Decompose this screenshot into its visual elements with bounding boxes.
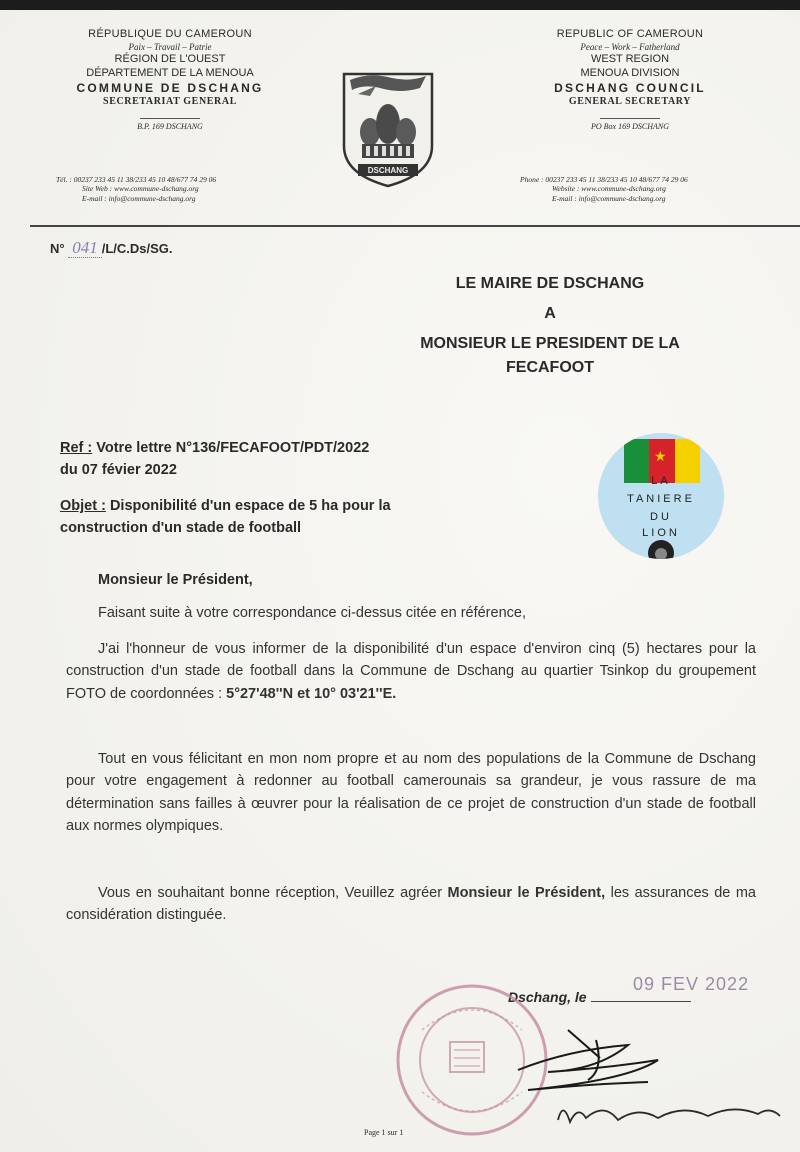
letter-coordinates: 5°27'48''N et 10° 03'21''E. xyxy=(226,685,397,702)
header-left-country: RÉPUBLIQUE DU CAMEROUN xyxy=(88,28,252,40)
letter-paragraph-2-text: J'ai l'honneur de vous informer de la disponibilité d'un espace d'environ cinq (5) hectares pour la construction d'un stade de football dans la Commune de Dschang au quartier Tsinkop du groupement FOTO de coordonnées : xyxy=(66,641,756,702)
reference-suffix: /L/C.Ds/SG. xyxy=(101,241,173,256)
header-left xyxy=(40,28,300,132)
ref-text: Votre lettre N°136/FECAFOOT/PDT/2022 xyxy=(96,440,370,456)
objet-text: Disponibilité d'un espace de 5 ha pour la xyxy=(109,498,391,514)
header-right-bp: PO Box 169 DSCHANG xyxy=(591,122,669,131)
ref-line2: du 07 févier 2022 xyxy=(60,461,177,478)
badge-line2: TANIERE xyxy=(627,493,695,505)
header-left-bp: B.P. 169 DSCHANG xyxy=(137,122,203,131)
addressing-a: A xyxy=(544,305,556,322)
header-right-contacts xyxy=(520,175,790,203)
sign-place-text: Dschang, le xyxy=(508,989,587,1005)
letter-paragraph-4-a: Vous en souhaitant bonne réception, Veuillez agréer xyxy=(98,885,448,901)
addressing-to-line2: FECAFOOT xyxy=(506,359,594,376)
header-left-email: E-mail : info@commune-dschang.org xyxy=(82,193,196,203)
page-footer: Page 1 sur 1 xyxy=(364,1128,404,1137)
header-left-secretariat: SECRETARIAT GENERAL xyxy=(103,95,237,107)
badge-line4: LION xyxy=(642,527,680,539)
header-right-motto: Peace – Work – Fatherland xyxy=(580,41,680,52)
ref-label: Ref : xyxy=(60,440,93,456)
objet-line2: construction d'un stade de football xyxy=(60,519,302,536)
letter-paragraph-1: Faisant suite à votre correspondance ci-dessus citée en référence, xyxy=(98,605,526,621)
lion-head-icon xyxy=(642,537,680,559)
mayor-signature-icon xyxy=(508,1010,788,1140)
flag-star-icon: ★ xyxy=(654,448,667,464)
header-left-motto: Paix – Travail – Patrie xyxy=(128,41,212,52)
header-left-region: RÉGION DE L'OUEST xyxy=(114,53,226,65)
header-right-tel: Phone : 00237 233 45 11 38/233 45 10 48/677 74 29 06 xyxy=(520,175,688,184)
header-left-divider xyxy=(140,118,200,119)
header-right-web: Website : www.commune-dschang.org xyxy=(552,184,666,194)
header-right-division: MENOUA DIVISION xyxy=(580,66,680,79)
header-right-council: DSCHANG COUNCIL xyxy=(554,80,706,95)
letter-paragraph-4-b: les assurances de ma considération distinguée. xyxy=(66,885,756,924)
header-right-region: WEST REGION xyxy=(590,53,670,65)
header-left-commune: COMMUNE DE DSCHANG xyxy=(76,80,264,95)
header-right xyxy=(500,28,760,132)
addressing-to-line1: MONSIEUR LE PRESIDENT DE LA xyxy=(420,335,680,352)
objet-block xyxy=(60,496,540,540)
header-right-divider xyxy=(600,118,660,119)
header-right-email: E-mail : info@commune-dschang.org xyxy=(552,193,666,203)
reference-handwritten: 041 xyxy=(68,238,102,258)
letter-salutation: Monsieur le Président, xyxy=(98,572,253,588)
emblem-label: DSCHANG xyxy=(367,166,409,175)
objet-label: Objet : xyxy=(60,498,106,514)
taniere-du-lion-badge xyxy=(598,433,724,559)
letter-paragraph-2 xyxy=(66,638,756,705)
header-left-web: Site Web : www.commune-dschang.org xyxy=(82,184,199,194)
letter-paragraph-3: Tout en vous félicitant en mon nom propre et au nom des populations de la Commune de Dschang pour votre engagement à redonner au football camerounais sa grandeur, je vous rassure de ma détermination sans failles à œuvrer pour la réalisation de ce projet de construction d'un stade de football aux normes olympiques. xyxy=(66,751,756,835)
top-border xyxy=(0,0,800,10)
ref-block xyxy=(60,438,369,482)
reference-number xyxy=(50,238,173,258)
date-stamp: 09 FEV 2022 xyxy=(633,974,750,994)
badge-line1: LA xyxy=(651,475,671,487)
reference-prefix: N° xyxy=(50,241,65,256)
header-rule xyxy=(30,225,800,227)
letter-paragraph-4 xyxy=(66,882,756,927)
header-left-contacts xyxy=(56,175,316,203)
badge-line3: DU xyxy=(650,511,672,523)
header-left-division: DÉPARTEMENT DE LA MENOUA xyxy=(86,66,254,79)
header-left-tel: Tél. : 00237 233 45 11 38/233 45 10 48/677 74 29 06 xyxy=(56,175,217,184)
header-right-country: REPUBLIC OF CAMEROUN xyxy=(556,28,704,40)
letter-page xyxy=(0,10,800,1152)
addressing-from: LE MAIRE DE DSCHANG xyxy=(455,275,645,292)
letter-paragraph-4-bold: Monsieur le Président, xyxy=(447,885,606,901)
header-right-secretary: GENERAL SECRETARY xyxy=(568,95,692,107)
sign-date-line xyxy=(591,1001,691,1002)
dschang-emblem-icon xyxy=(340,68,436,190)
